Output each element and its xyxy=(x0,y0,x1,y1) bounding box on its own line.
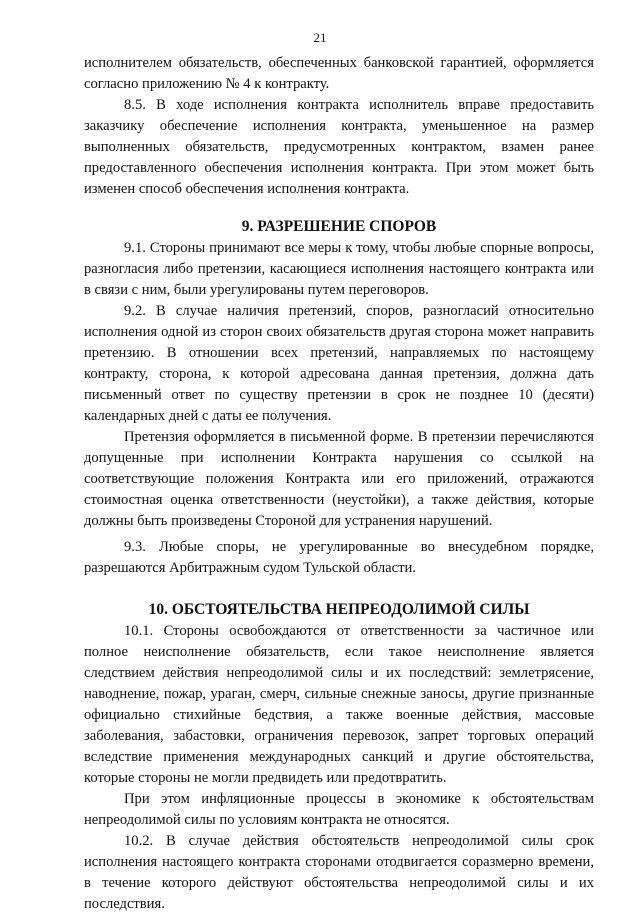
section-10-heading: 10. ОБСТОЯТЕЛЬСТВА НЕПРЕОДОЛИМОЙ СИЛЫ xyxy=(148,601,530,618)
paragraph-9-2: 9.2. В случае наличия претензий, споров, разногласий относительно исполнения одной из сторон своих обязательств другая сторона может направить претензию. В отношении всех претензий, направляемых по настоящему контракту, сторона, к которой адресована данная претензия, должна дать письменный ответ по существу претензии в срок не позднее 10 (десяти) календарных дней с даты ее получения. xyxy=(84,303,594,424)
paragraph-8-5: 8.5. В ходе исполнения контракта исполнитель вправе предоставить заказчику обеспечение исполнения контракта, уменьшенное на размер выполненных обязательств, предусмотренных контрактом, взамен ранее предоставленного обеспечения исполнения контракта. При этом может быть изменен способ обеспечения исполнения контракта. xyxy=(84,97,594,197)
section-9-heading: 9. РАЗРЕШЕНИЕ СПОРОВ xyxy=(241,218,437,235)
paragraph-claim-form: Претензия оформляется в письменной форме. В претензии перечисляются допущенные при исполнении Контракта нарушения со ссылкой на соответствующие положения Контракта или его приложений, отражаются стоимостная оценка ответственности (неустойки), а также действия, которые должны быть произведены Стороной для устранения нарушений. xyxy=(84,429,594,529)
paragraph-9-3: 9.3. Любые споры, не урегулированные во внесудебном порядке, разрешаются Арбитражным судом Тульской области. xyxy=(84,539,594,576)
document-body xyxy=(84,53,594,915)
paragraph-10-2: 10.2. В случае действия обстоятельств непреодолимой силы срок исполнения настоящего контракта сторонами отодвигается соразмерно времени, в течение которого действуют обстоятельства непреодолимой силы и их последствия. xyxy=(84,833,594,912)
paragraph-9-1: 9.1. Стороны принимают все меры к тому, чтобы любые спорные вопросы, разногласия либо претензии, касающиеся исполнения настоящего контракта или в связи с ним, были урегулированы путем переговоров. xyxy=(84,240,594,298)
paragraph-10-1: 10.1. Стороны освобождаются от ответственности за частичное или полное неисполнение обязательств, если такое неисполнение является следствием действия непреодолимой силы и их последствий: землетрясение, наводнение, пожар, ураган, смерч, сильные снежные заносы, другие признанные официально стихийные бедствия, а также военные действия, массовые заболевания, забастовки, ограничения перевозок, запрет торговых операций вследствие применения международных санкций и другие обстоятельства, которые стороны не могли предвидеть или предотвратить. xyxy=(84,623,594,786)
paragraph-inflation: При этом инфляционные процессы в экономике к обстоятельствам непреодолимой силы по условиям контракта не относятся. xyxy=(84,791,594,828)
paragraph-continuation: исполнителем обязательств, обеспеченных банковской гарантией, оформляется согласно приложению № 4 к контракту. xyxy=(84,55,594,92)
page-number: 21 xyxy=(313,30,327,45)
